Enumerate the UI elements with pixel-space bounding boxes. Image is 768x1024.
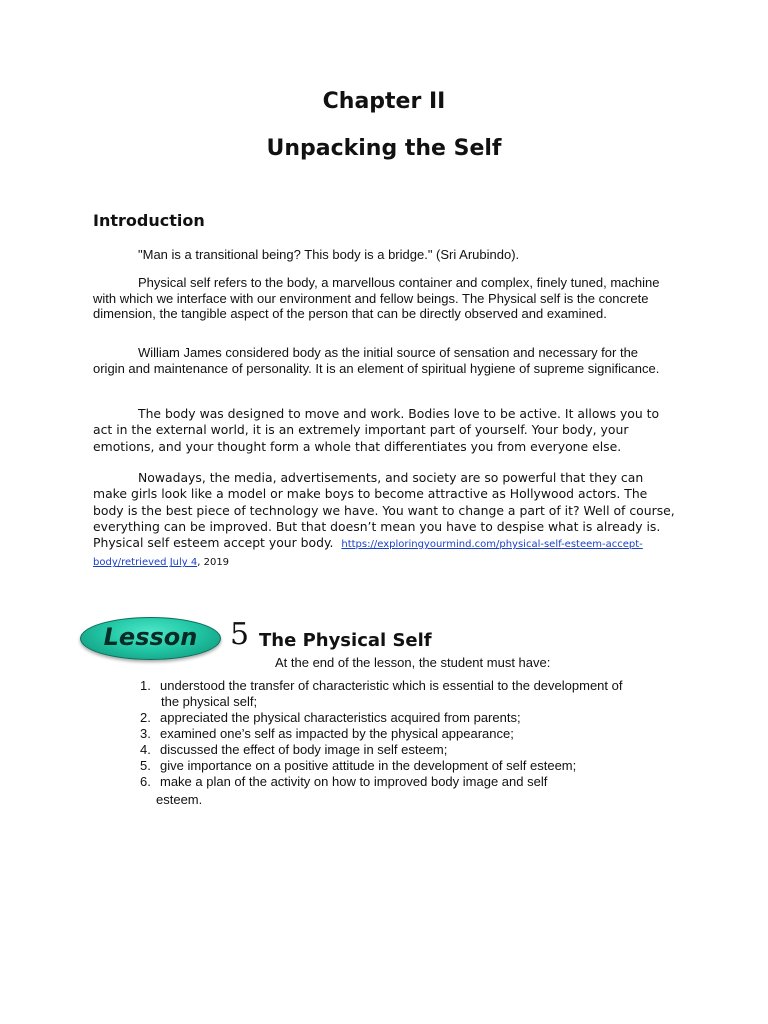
lesson-badge-label: Lesson bbox=[103, 623, 198, 651]
objective-text: examined one’s self as impacted by the physical appearance; bbox=[160, 726, 514, 741]
opening-quote: "Man is a transitional being? This body is a bridge." (Sri Arubindo). bbox=[138, 247, 520, 262]
objective-text: appreciated the physical characteristics acquired from parents; bbox=[160, 710, 521, 725]
citation-link[interactable]: https://exploringyourmind.com/physical-self-esteem-accept-body/retrieved July 4 bbox=[93, 539, 643, 569]
lesson-number: 5 bbox=[230, 617, 250, 652]
objective-continuation: esteem. bbox=[156, 792, 203, 807]
objective-number: 2. bbox=[140, 710, 151, 725]
objective-number: 4. bbox=[140, 742, 151, 757]
objectives-intro: At the end of the lesson, the student must have: bbox=[275, 655, 551, 670]
objective-item bbox=[140, 758, 680, 774]
lesson-title: The Physical Self bbox=[259, 630, 432, 651]
objective-text: discussed the effect of body image in self esteem; bbox=[160, 742, 448, 757]
chapter-title: Unpacking the Self bbox=[266, 136, 502, 161]
objective-item bbox=[140, 710, 680, 726]
objective-continuation: the physical self; bbox=[161, 694, 258, 709]
objective-number: 3. bbox=[140, 726, 151, 741]
objective-item bbox=[140, 742, 680, 758]
objective-text: give importance on a positive attitude in the development of self esteem; bbox=[160, 758, 577, 773]
objective-number: 1. bbox=[140, 678, 151, 693]
paragraph-body-design: The body was designed to move and work. Bodies love to be active. It allows you to act in the external world, it is an extremely important part of yourself. Your body, your emotions, and your thought form a whole that differentiates you from everyone else. bbox=[93, 406, 660, 454]
introduction-heading: Introduction bbox=[93, 211, 205, 230]
objective-number: 6. bbox=[140, 774, 151, 789]
paragraph-media bbox=[93, 470, 675, 572]
objective-item bbox=[140, 774, 680, 790]
citation-year: , 2019 bbox=[197, 557, 230, 569]
objective-number: 5. bbox=[140, 758, 151, 773]
objective-text: understood the transfer of characteristic which is essential to the development of bbox=[160, 678, 623, 693]
chapter-heading: Chapter II bbox=[322, 89, 446, 114]
objective-text: make a plan of the activity on how to improved body image and self bbox=[160, 774, 548, 789]
paragraph-media-text: Nowadays, the media, advertisements, and society are so powerful that they can make girls look like a model or make boys to become attractive as Hollywood actors. The body is the best piece of technology we have. You want to change a part of it? Well of course, everything can be improved. But that doesn’t mean you have to despise what is already is. Physical self esteem accept your body. bbox=[93, 470, 675, 551]
paragraph-william-james: William James considered body as the initial source of sensation and necessary for the origin and maintenance of personality. It is an element of spiritual hygiene of supreme significance. bbox=[93, 345, 660, 376]
objective-item bbox=[140, 726, 680, 742]
objective-item bbox=[140, 678, 680, 694]
paragraph-physical-self: Physical self refers to the body, a marvellous container and complex, finely tuned, machine with which we interface with our environment and fellow beings. The Physical self is the concrete dimension, the tangible aspect of the person that can be directly observed and examined. bbox=[93, 275, 660, 322]
lesson-badge bbox=[80, 617, 221, 660]
